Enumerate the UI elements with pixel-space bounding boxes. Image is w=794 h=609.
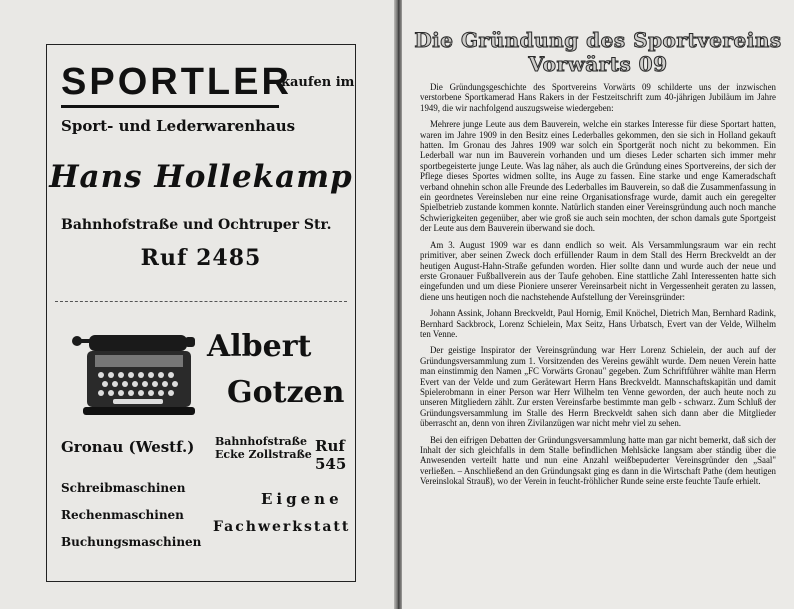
typewriter-icon — [67, 327, 207, 427]
article-paragraph: Am 3. August 1909 war es dann endlich so weit. Als Versammlungsraum war ein recht primitiver, aber seinen Zweck doch erfüllender Raum in dem Stall des Herrn Breckveldt an der heutigen August-Hahn-Straße gefunden worden. Hier sollte dann und wurde auch der neue und erste Gronauer Fußballverein aus der Taufe gehoben. Eine stattliche Zahl Interessenten hatte sich eingefunden und um diese Pioniere unserer Vereinsarbeit nicht in Vergessenheit geraten zu lassen, diene uns heutigen noch die nachstehende Aufstellung der Vereinsgründer: — [420, 239, 776, 302]
article-paragraph: Die Gründungsgeschichte des Sportvereins Vorwärts 09 schilderte uns der inzwischen verstorbene Sportkamerad Hans Rakers in der Festzeitschrift zum 40-jährigen Jubiläum im Jahre 1949, die wir nachfolgend auszugsweise wiedergeben: — [420, 82, 776, 113]
ad-phone: Ruf 2485 — [140, 245, 262, 271]
article-paragraph: Der geistige Inspirator der Vereinsgründung war Herr Lorenz Schielein, der auch auf der Gründungsversammlung zum 1. Vorsitzenden des Vereins gewählt wurde. Dem neuen Verein hatte man einstimmig den Namen „FC Vorwärts Gronau" gegeben. Zum Schriftführer wählte man Herrn Evert van der Velde und zum Gerätewart Herrn Hans Breckveldt. Mannschaftskapitän und damit Spielerobmann in einer Person war Herr Wilhelm ten Venne geworden, der auch heute noch zu unseren Mitgliedern zählt. Zur ersten Vereinsfarbe bestimmte man gelb - schwarz. Zum Schluß der Gründungsversammlung im Stalle des Herrn Breckveldt sahen sich dann aber die Mitglieder überrascht an, denn von ihren Zivilanzügen war nicht mehr viel zu sehen. — [420, 345, 776, 429]
article-title-line2: Vorwärts 09 — [528, 52, 668, 76]
article-body — [420, 82, 776, 493]
ad-headline-tail: kaufen im — [281, 75, 355, 90]
ad-name-last: Gotzen — [227, 375, 345, 410]
ad-product-item: Buchungsmaschinen — [61, 535, 202, 549]
ad-street-line1: Bahnhofstraße — [215, 435, 308, 448]
ad-product-item: Schreibmaschinen — [61, 481, 186, 495]
headline-underline — [61, 105, 279, 108]
ad-street-line2: Ecke Zollstraße — [215, 448, 312, 461]
ad-owner-name: Hans Hollekamp — [49, 159, 353, 195]
article-paragraph: Bei den eifrigen Debatten der Gründungsversammlung hatte man gar nicht bemerkt, daß sich der Inhalt der sich gleichfalls in dem Stalle befindlichen Mehlsäcke langsam aber ständig über die Anwesenden verteilt hatte und nun eine Anzahl weißbepuderter Vereinsgründer den „Saal" verließen. – Anschließend an den Gründungsakt ging es dann in die Wirtschaft Pathe (dem heutigen Vereinslokal Strauß), wo der Verein in feucht-fröhlicher Runde seine erste feuchte Taufe erhielt. — [420, 434, 776, 487]
article-paragraph: Johann Assink, Johann Breckveldt, Paul Hornig, Emil Knöchel, Dietrich Man, Bernhard Radink, Bernhard Sackbrock, Lorenz Schielein, Max Seitz, Hans Urbatsch, Evert van der Velde, Wilhelm ten Venne. — [420, 308, 776, 339]
advertisement-hollekamp — [47, 45, 355, 301]
left-page-advertisements — [0, 0, 394, 609]
right-page-article — [402, 0, 794, 609]
article-paragraph: Mehrere junge Leute aus dem Bauverein, welche ein starkes Interesse für diese Sportart hatten, waren im Jahre 1909 in den Besitz eines Lederballes gekommen, den sie sich in Holland gekauft hatten. Im Gronau des Jahres 1909 war solch ein Sportgerät noch nicht zu bekommen. Ein Lederball war nun im Bauverein vorhanden und um dieses Leder scharten sich immer mehr sportbegeisterte junge Leute. Was lag näher, als auch die Gründung eines Sportvereins, der sich der Pflege dieses Sportes widmen sollte, ins Auge zu fassen. Eine starke und enge Kameradschaft verband ohnehin schon alle Freunde des Lederballes im Bauverein, so daß die Zusammenfassung in ein geordnetes Vereinsleben nur eine reine Organisationsfrage wurde, damit auch ein geregelter Spielbetrieb zustande kommen konnte. Natürlich standen einer Vereinsgründung auch noch manche Schwierigkeiten gegenüber, aber wie groß sie auch sein mochten, der schon damals gute Sportgeist der Leute aus dem Bauverein überwand sie doch. — [420, 119, 776, 234]
ad-slogan-line2: Fachwerkstatt — [213, 519, 351, 535]
ad-name-first: Albert — [207, 329, 312, 364]
advertisement-frame — [46, 44, 356, 582]
ad-separator-dashed — [55, 301, 347, 302]
ad-shop-type: Sport- und Lederwarenhaus — [61, 117, 296, 135]
ad-city: Gronau (Westf.) — [61, 438, 195, 456]
ad-headline-sportler: SPORTLER — [61, 61, 292, 103]
ad-address: Bahnhofstraße und Ochtruper Str. — [61, 217, 332, 233]
article-title-line1: Die Gründung des Sportvereins — [414, 28, 782, 52]
ad-slogan-line1: Eigene — [261, 490, 343, 508]
book-spine — [394, 0, 402, 609]
ad-phone-gotzen: Ruf 545 — [315, 437, 347, 473]
ad-product-item: Rechenmaschinen — [61, 508, 184, 522]
